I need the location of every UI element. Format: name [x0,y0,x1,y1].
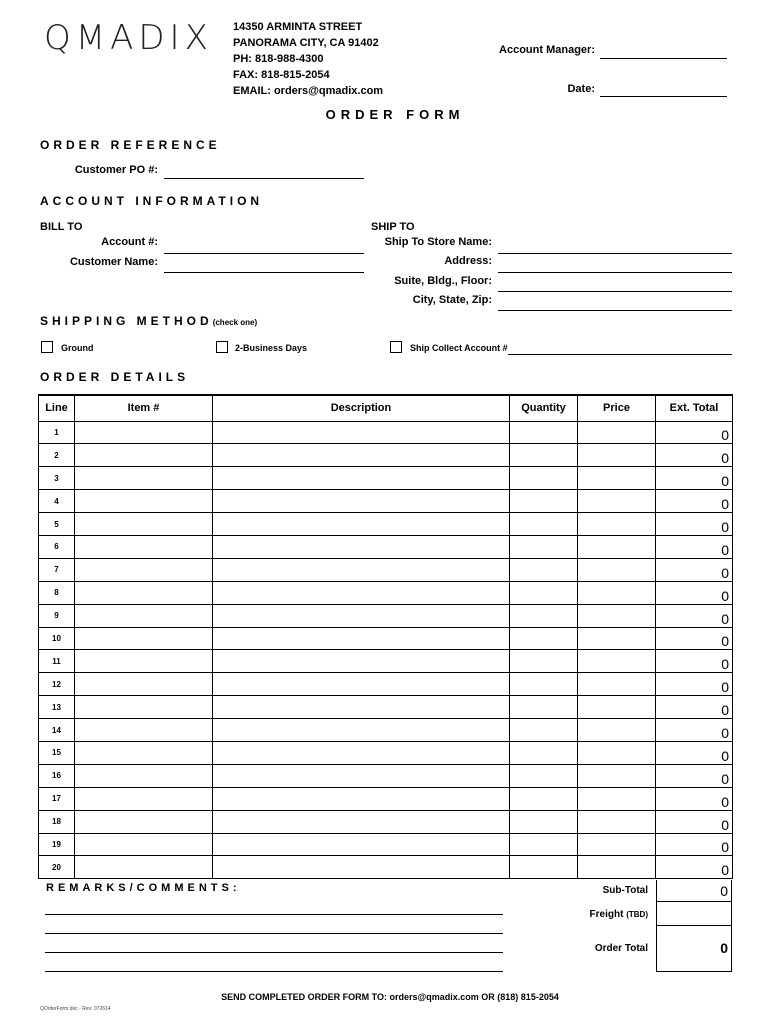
line-number-cell: 11 [39,650,75,673]
ext-total-cell: 0 [656,467,733,490]
quantity-cell[interactable] [510,467,578,490]
description-cell[interactable] [213,421,510,444]
table-row [39,421,733,444]
table-row [39,627,733,650]
customer-po-field[interactable] [164,178,364,179]
ext-total-cell: 0 [656,650,733,673]
company-logo: QMADIX [44,18,213,58]
item-number-cell[interactable] [75,856,213,879]
quantity-cell[interactable] [510,513,578,536]
subtotal-label: Sub-Total [602,885,648,896]
description-cell[interactable] [213,673,510,696]
remarks-heading: REMARKS/COMMENTS: [46,882,241,894]
item-number-cell[interactable] [75,444,213,467]
table-row [39,535,733,558]
price-cell[interactable] [578,490,656,513]
line-number-cell: 14 [39,719,75,742]
quantity-cell[interactable] [510,856,578,879]
two-business-days-option-label: 2-Business Days [235,343,308,353]
price-cell[interactable] [578,719,656,742]
description-cell[interactable] [213,787,510,810]
table-row [39,558,733,581]
price-cell[interactable] [578,558,656,581]
item-number-cell[interactable] [75,467,213,490]
table-row [39,581,733,604]
email-line: EMAIL: orders@qmadix.com [233,85,384,97]
column-header-line: Line [39,395,75,421]
account-number-field[interactable] [164,253,364,254]
ext-total-cell: 0 [656,490,733,513]
ship-collect-option-label: Ship Collect Account # [410,343,508,353]
address-line: PANORAMA CITY, CA 91402 [233,37,379,49]
item-number-cell[interactable] [75,833,213,856]
price-cell[interactable] [578,513,656,536]
order-total-label: Order Total [594,943,648,954]
two-business-days-checkbox[interactable] [216,341,228,353]
remarks-line[interactable] [45,914,503,915]
table-row [39,696,733,719]
table-row [39,787,733,810]
line-number-cell: 6 [39,535,75,558]
description-cell[interactable] [213,764,510,787]
item-number-cell[interactable] [75,421,213,444]
item-number-cell[interactable] [75,764,213,787]
description-cell[interactable] [213,741,510,764]
date-label: Date: [567,83,595,95]
ground-option-label: Ground [61,343,94,353]
fax-line: FAX: 818-815-2054 [233,69,330,81]
description-cell[interactable] [213,581,510,604]
ext-total-cell: 0 [656,444,733,467]
freight-value-field[interactable] [656,902,732,926]
ext-total-cell: 0 [656,810,733,833]
ext-total-cell: 0 [656,535,733,558]
customer-po-label: Customer PO #: [74,164,158,176]
order-details-table [38,394,733,879]
address-line: 14350 ARMINTA STREET [233,21,363,33]
subtotal-value: 0 [656,880,732,902]
shipping-method-heading [40,314,257,328]
ext-total-cell: 0 [656,558,733,581]
account-number-label: Account #: [101,236,158,248]
quantity-cell[interactable] [510,833,578,856]
ship-address-label: Address: [444,255,492,267]
description-cell[interactable] [213,535,510,558]
line-number-cell: 10 [39,627,75,650]
price-cell[interactable] [578,444,656,467]
price-cell[interactable] [578,535,656,558]
item-number-cell[interactable] [75,696,213,719]
quantity-cell[interactable] [510,444,578,467]
account-information-heading: ACCOUNT INFORMATION [40,194,264,208]
item-number-cell[interactable] [75,673,213,696]
remarks-line[interactable] [45,933,503,934]
line-number-cell: 20 [39,856,75,879]
column-header-quantity: Quantity [510,395,578,421]
column-header-item: Item # [75,395,213,421]
item-number-cell[interactable] [75,581,213,604]
quantity-cell[interactable] [510,490,578,513]
ext-total-cell: 0 [656,741,733,764]
item-number-cell[interactable] [75,604,213,627]
city-state-zip-label: City, State, Zip: [412,294,492,306]
quantity-cell[interactable] [510,810,578,833]
ext-total-cell: 0 [656,604,733,627]
remarks-line[interactable] [45,971,503,972]
column-header-ext-total: Ext. Total [656,395,733,421]
description-cell[interactable] [213,558,510,581]
price-cell[interactable] [578,833,656,856]
item-number-cell[interactable] [75,627,213,650]
price-cell[interactable] [578,856,656,879]
ext-total-cell: 0 [656,856,733,879]
ship-to-store-name-label: Ship To Store Name: [384,236,492,248]
description-cell[interactable] [213,467,510,490]
line-number-cell: 3 [39,467,75,490]
item-number-cell[interactable] [75,513,213,536]
quantity-cell[interactable] [510,650,578,673]
ship-collect-account-field[interactable] [508,354,732,355]
price-cell[interactable] [578,764,656,787]
item-number-cell[interactable] [75,650,213,673]
line-number-cell: 17 [39,787,75,810]
description-cell[interactable] [213,650,510,673]
table-row [39,444,733,467]
price-cell[interactable] [578,467,656,490]
item-number-cell[interactable] [75,719,213,742]
ext-total-cell: 0 [656,696,733,719]
phone-line: PH: 818-988-4300 [233,53,324,65]
line-number-cell: 7 [39,558,75,581]
price-cell[interactable] [578,627,656,650]
quantity-cell[interactable] [510,627,578,650]
ext-total-cell: 0 [656,627,733,650]
quantity-cell[interactable] [510,535,578,558]
shipping-method-note: (check one) [212,318,258,327]
quantity-cell[interactable] [510,719,578,742]
freight-note: (TBD) [626,910,648,919]
line-number-cell: 15 [39,741,75,764]
price-cell[interactable] [578,673,656,696]
table-row [39,741,733,764]
item-number-cell[interactable] [75,787,213,810]
customer-name-label: Customer Name: [69,256,158,268]
quantity-cell[interactable] [510,673,578,696]
table-row [39,490,733,513]
ext-total-cell: 0 [656,787,733,810]
quantity-cell[interactable] [510,696,578,719]
freight-label [540,909,648,920]
description-cell[interactable] [213,833,510,856]
company-address [233,19,383,99]
line-number-cell: 9 [39,604,75,627]
table-row [39,650,733,673]
order-total-value: 0 [656,926,732,972]
bill-to-heading: BILL TO [40,221,83,233]
table-row [39,719,733,742]
revision-note: QOrderForm.doc - Rev: 072614 [40,1006,111,1012]
description-cell[interactable] [213,627,510,650]
table-row [39,673,733,696]
item-number-cell[interactable] [75,490,213,513]
order-details-heading: ORDER DETAILS [40,370,190,384]
line-number-cell: 1 [39,421,75,444]
description-cell[interactable] [213,513,510,536]
price-cell[interactable] [578,787,656,810]
description-cell[interactable] [213,696,510,719]
date-field[interactable] [600,96,727,97]
table-row [39,856,733,879]
item-number-cell[interactable] [75,558,213,581]
price-cell[interactable] [578,810,656,833]
table-row [39,833,733,856]
line-number-cell: 12 [39,673,75,696]
quantity-cell[interactable] [510,741,578,764]
price-cell[interactable] [578,604,656,627]
ext-total-cell: 0 [656,833,733,856]
ext-total-cell: 0 [656,421,733,444]
quantity-cell[interactable] [510,558,578,581]
quantity-cell[interactable] [510,421,578,444]
line-number-cell: 16 [39,764,75,787]
table-row [39,467,733,490]
item-number-cell[interactable] [75,741,213,764]
line-number-cell: 4 [39,490,75,513]
freight-label-text: Freight [589,909,624,920]
city-state-zip-field[interactable] [498,310,732,311]
order-reference-heading: ORDER REFERENCE [40,138,221,152]
remarks-line[interactable] [45,952,503,953]
item-number-cell[interactable] [75,810,213,833]
ext-total-cell: 0 [656,673,733,696]
form-title: ORDER FORM [325,107,465,122]
line-number-cell: 18 [39,810,75,833]
ext-total-cell: 0 [656,719,733,742]
table-row [39,810,733,833]
column-header-price: Price [578,395,656,421]
line-number-cell: 19 [39,833,75,856]
quantity-cell[interactable] [510,581,578,604]
item-number-cell[interactable] [75,535,213,558]
price-cell[interactable] [578,741,656,764]
ship-to-heading: SHIP TO [371,221,415,233]
price-cell[interactable] [578,696,656,719]
suite-label: Suite, Bldg., Floor: [394,275,492,287]
send-instructions: SEND COMPLETED ORDER FORM TO: orders@qmadix.com OR (818) 815-2054 [221,992,559,1002]
ground-checkbox[interactable] [41,341,53,353]
description-cell[interactable] [213,856,510,879]
ext-total-cell: 0 [656,513,733,536]
quantity-cell[interactable] [510,604,578,627]
ext-total-cell: 0 [656,764,733,787]
description-cell[interactable] [213,810,510,833]
ship-collect-checkbox[interactable] [390,341,402,353]
price-cell[interactable] [578,650,656,673]
line-number-cell: 13 [39,696,75,719]
line-number-cell: 5 [39,513,75,536]
customer-name-field[interactable] [164,272,364,273]
price-cell[interactable] [578,581,656,604]
ship-to-store-name-field[interactable] [498,253,732,254]
line-number-cell: 8 [39,581,75,604]
column-header-description: Description [213,395,510,421]
suite-field[interactable] [498,291,732,292]
table-header-row [39,395,733,421]
description-cell[interactable] [213,444,510,467]
line-number-cell: 2 [39,444,75,467]
price-cell[interactable] [578,421,656,444]
description-cell[interactable] [213,604,510,627]
ext-total-cell: 0 [656,581,733,604]
account-manager-field[interactable] [600,58,727,59]
account-manager-label: Account Manager: [499,44,595,56]
table-row [39,604,733,627]
quantity-cell[interactable] [510,787,578,810]
shipping-method-title: SHIPPING METHOD [40,314,213,328]
description-cell[interactable] [213,719,510,742]
ship-address-field[interactable] [498,272,732,273]
table-row [39,513,733,536]
table-row [39,764,733,787]
quantity-cell[interactable] [510,764,578,787]
description-cell[interactable] [213,490,510,513]
